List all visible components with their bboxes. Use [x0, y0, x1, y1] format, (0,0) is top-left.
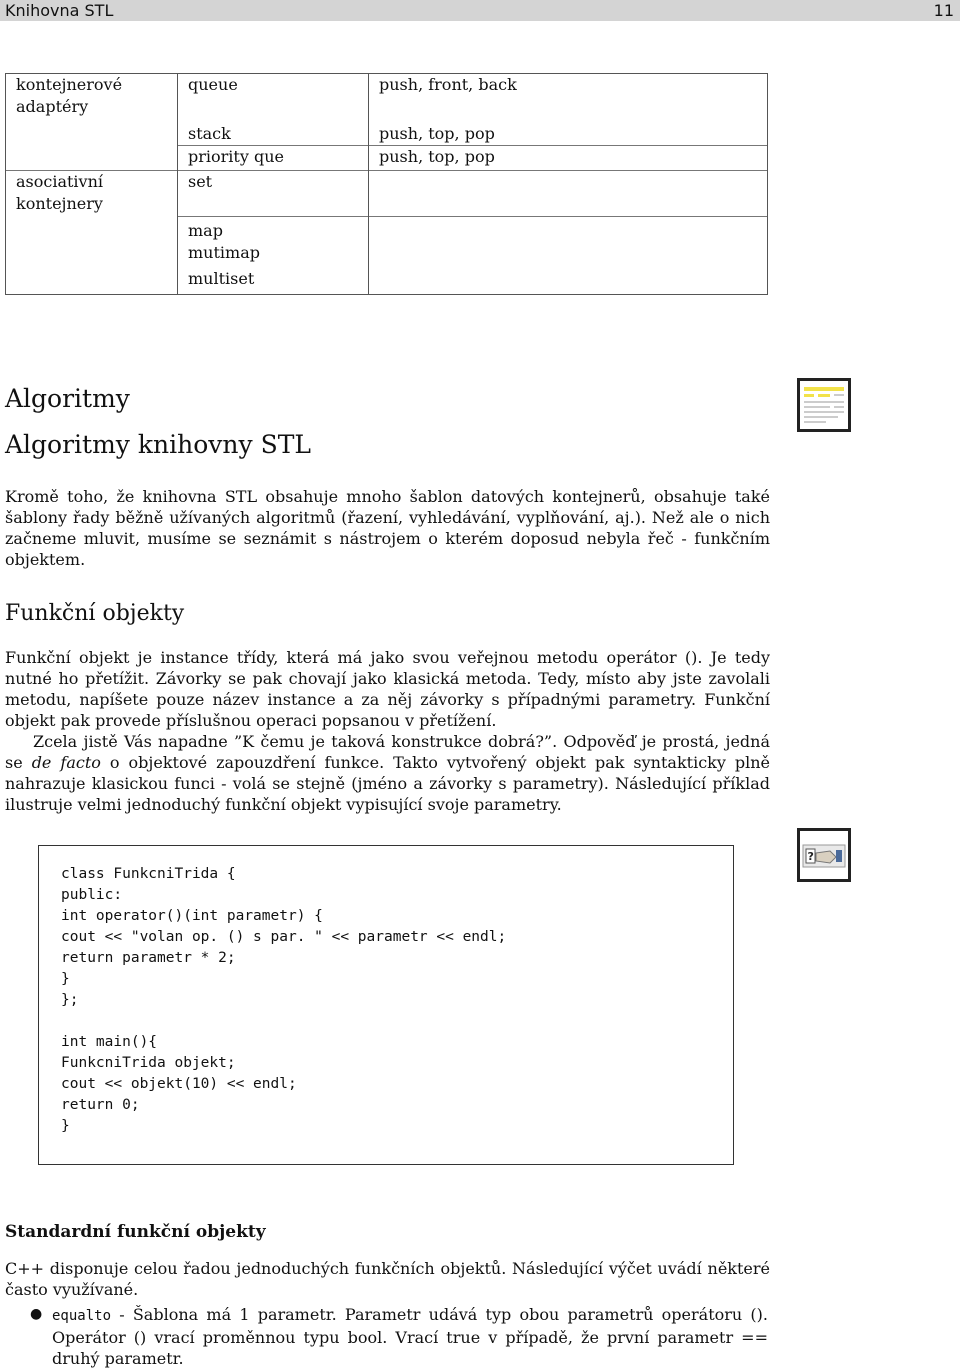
- table-row: [6, 170, 768, 217]
- code-example-icon: [797, 828, 851, 882]
- bullet-icon: ●: [30, 1306, 43, 1322]
- table-cell-category: [6, 217, 178, 243]
- paragraph-text: Zcela jistě Vás napadne ”K čemu je taková konstrukce dobrá?”. Odpověď je prostá, jedná se: [5, 732, 770, 772]
- emphasis-text: de facto: [31, 753, 101, 772]
- intro-paragraph: Kromě toho, že knihovna STL obsahuje mnoho šablon datových kontejnerů, obsahuje také šablony řady běžně užívaných algoritmů (řazení, vyhledávání, vyplňování, aj.). Než ale o nich začneme mluvit, musíme se seznámit s nástrojem o kterém doposud nebyla řeč - funkčním objektem.: [5, 487, 770, 569]
- table-cell-container: map: [178, 217, 369, 243]
- table-cell-methods: push, front, back: [369, 74, 768, 121]
- code-block: class FunkcniTrida { public: int operator()(int parametr) { cout << "volan op. () s par. " << parametr << endl; return parametr * 2; } }; int main(){ FunkcniTrida objekt; cout << objekt(10) << endl; return 0; }: [61, 866, 507, 1134]
- body-paragraph: [5, 731, 770, 815]
- table-cell-category: [6, 242, 178, 268]
- svg-text:?: ?: [807, 850, 814, 863]
- table-cell-category: asociativní kontejnery: [6, 170, 178, 217]
- table-cell-methods: [369, 268, 768, 295]
- table-cell-methods: [369, 242, 768, 268]
- table-cell-category: [6, 146, 178, 171]
- table-row: [6, 120, 768, 146]
- term-code: equalto: [52, 1308, 112, 1324]
- paragraph-text: o objektové zapouzdření funkce. Takto vytvořený objekt pak syntakticky plně nahrazuje klasickou funci - volá se stejně (jméno a závorky s parametry). Následující příklad ilustruje velmi jednoduchý funkční objekt vypisující svoje parametry.: [5, 753, 771, 814]
- table-row: [6, 146, 768, 171]
- subsection-heading: Standardní funkční objekty: [5, 1222, 266, 1242]
- table-cell-category: [6, 120, 178, 146]
- table-cell-container: multiset: [178, 268, 369, 295]
- table-cell-container: set: [178, 170, 369, 217]
- subsection-heading: Algoritmy knihovny STL: [5, 430, 311, 459]
- table-cell-methods: push, top, pop: [369, 146, 768, 171]
- table-cell-category: kontejnerové adaptéry: [6, 74, 178, 121]
- header-title: Knihovna STL: [5, 1, 114, 20]
- table-row: [6, 242, 768, 268]
- table-row: [6, 268, 768, 295]
- table-row: [6, 217, 768, 243]
- body-paragraph: Funkční objekt je instance třídy, která má jako svou veřejnou metodu operátor (). Je tedy nutné ho přetížit. Závorky se pak chovají jako klasická metoda. Tedy, místo aby jste zavolali metodu, napíšete pouze název instance a za něj závorky s případnými parametry. Funkční objekt pak provede příslušnou operaci popsanou v přetížení.: [5, 648, 770, 730]
- table-cell-methods: [369, 170, 768, 217]
- table-cell-methods: [369, 217, 768, 243]
- section-heading: Funkční objekty: [5, 601, 185, 626]
- table-row: [6, 74, 768, 121]
- section-heading: Algoritmy: [5, 384, 130, 413]
- document-icon: [797, 378, 851, 432]
- container-table: [5, 73, 768, 295]
- body-paragraph: C++ disponuje celou řadou jednoduchých funkčních objektů. Následující výčet uvádí některé často využívané.: [5, 1259, 770, 1299]
- list-item: [52, 1304, 768, 1369]
- table-cell-container: stack: [178, 120, 369, 146]
- list-item-text: - Šablona má 1 parametr. Parametr udává typ obou parametrů operátoru (). Operátor () vrací proměnnou typu bool. Vrací true v případě, že první parametr == druhý parametr.: [52, 1305, 768, 1368]
- code-listing: [38, 845, 734, 1165]
- page-header: [0, 0, 960, 21]
- page-number: 11: [933, 1, 954, 20]
- table-cell-container: queue: [178, 74, 369, 121]
- table-cell-methods: push, top, pop: [369, 120, 768, 146]
- table-cell-container: priority que: [178, 146, 369, 171]
- table-cell-category: [6, 268, 178, 295]
- table-cell-container: mutimap: [178, 242, 369, 268]
